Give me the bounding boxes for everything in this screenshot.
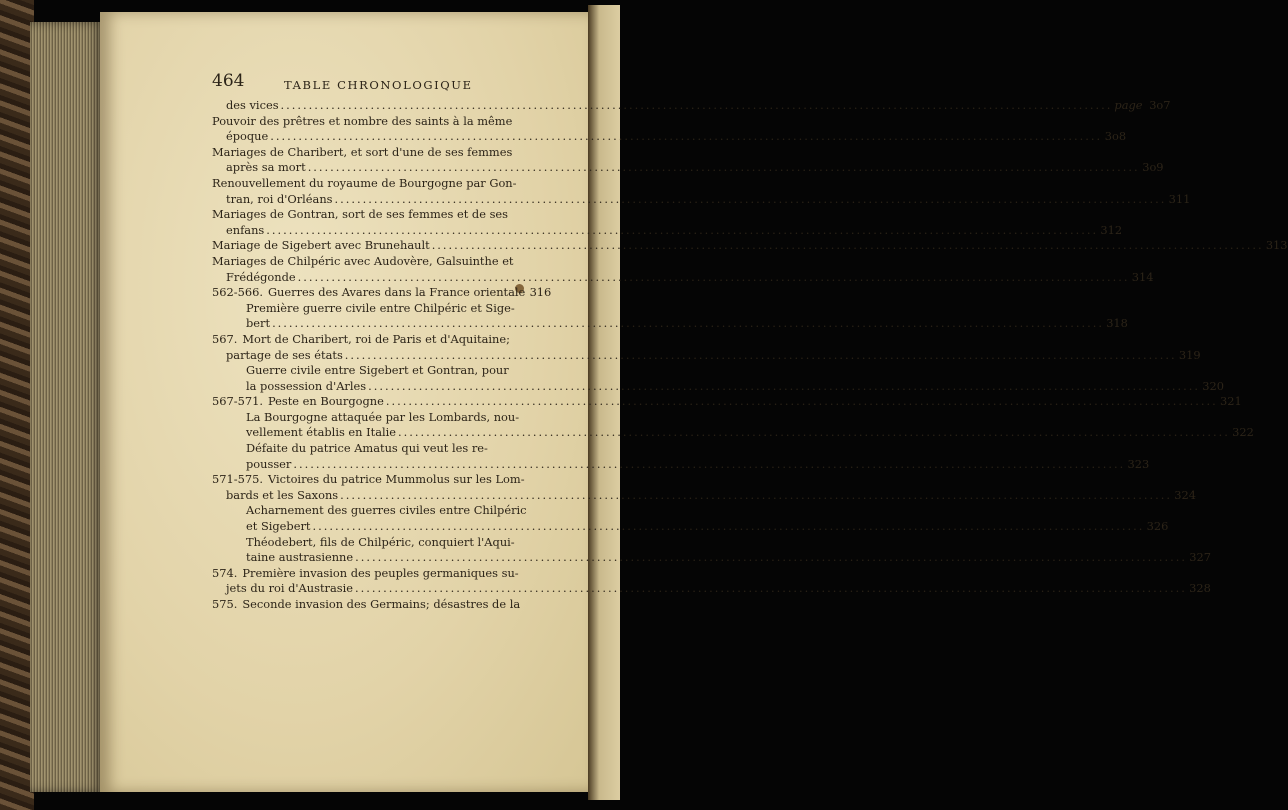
toc-entry-text: Peste en Bourgogne (267, 394, 384, 409)
toc-entry-line (212, 441, 537, 457)
toc-entry-line (212, 114, 537, 130)
toc-page-ref: 3o8 (1104, 129, 1127, 144)
leader-dots (281, 98, 1113, 114)
toc-entry-text: Frédégonde (226, 269, 296, 284)
toc-page-ref: 324 (1174, 487, 1197, 502)
toc-entry-text: jets du roi d'Austrasie (226, 581, 354, 596)
toc-entry-line (212, 145, 537, 161)
toc-entry-line (212, 269, 1154, 286)
toc-entry (212, 253, 1154, 285)
leader-dots (312, 519, 1144, 535)
toc-page-ref: 312 (1100, 222, 1123, 237)
toc-page-ref: 311 (1168, 191, 1191, 206)
toc-page-ref: 321 (1219, 394, 1242, 409)
leader-dots (266, 223, 1098, 239)
toc-entry-text: Victoires du patrice Mummolus sur les Lom- (267, 472, 525, 487)
toc-entry-text: partage de ses états (226, 347, 343, 362)
toc-entry (212, 331, 1201, 363)
toc-entry-text: Défaite du patrice Amatus qui veut les re- (246, 441, 488, 456)
page-label: page (1114, 98, 1143, 112)
toc-entry-text: Mariages de Charibert, et sort d'une de ses femmes (212, 144, 513, 159)
toc-entry (212, 98, 1171, 114)
toc-entry (212, 207, 1123, 238)
book-spine-left (0, 0, 34, 810)
toc-entry-line (212, 410, 537, 426)
toc-entry-line (212, 285, 552, 301)
toc-page-ref: 316 (529, 285, 552, 300)
toc-entry-text: Première invasion des peuples germaniques su- (242, 565, 519, 580)
leader-dots (272, 316, 1104, 332)
toc-entry-line (212, 316, 1128, 332)
toc-page-ref: 3o7 (1149, 98, 1171, 112)
toc-entry-line (212, 581, 1211, 597)
table-of-contents (212, 98, 1288, 613)
toc-entry-text: Renouvellement du royaume de Bourgogne par Gon- (212, 175, 517, 190)
toc-page-ref: 328 (1189, 581, 1211, 596)
toc-entry-line (212, 98, 1171, 114)
toc-entry-line (212, 550, 1212, 566)
toc-entry-text: Pouvoir des prêtres et nombre des saints à la même (212, 113, 513, 128)
leader-dots (355, 550, 1187, 566)
toc-entry (212, 472, 1197, 503)
toc-entry (212, 565, 1211, 597)
toc-entry (212, 534, 1212, 566)
toc-entry-text: pousser (246, 456, 292, 471)
running-title: TABLE CHRONOLOGIQUE (284, 78, 473, 92)
toc-entry (212, 300, 1128, 332)
toc-entry-text: Acharnement des guerres civiles entre Chilpéric (246, 503, 527, 518)
toc-entry-line (212, 472, 537, 488)
toc-year: 571-575. (212, 472, 263, 487)
toc-entry-text: Mariages de Chilpéric avec Audovère, Galsuinthe et (212, 253, 514, 268)
leader-dots (293, 457, 1125, 473)
toc-entry-text: enfans (226, 222, 265, 237)
page-number: 464 (212, 71, 245, 91)
toc-entry-line (212, 519, 1169, 535)
toc-entry (212, 597, 537, 613)
toc-entry-line (212, 487, 1197, 504)
toc-year: 562-566. (212, 285, 263, 300)
toc-entry-line (212, 425, 1254, 441)
toc-entry-text: après sa mort (226, 160, 306, 175)
toc-entry (212, 175, 1191, 207)
toc-entry-text: Mariage de Sigebert avec Brunehault (212, 238, 430, 253)
page-header (212, 71, 537, 96)
toc-year: 574. (212, 565, 238, 580)
leader-dots (340, 488, 1172, 504)
toc-page-ref: 314 (1131, 269, 1154, 284)
toc-entry-line (212, 456, 1150, 473)
toc-entry-line (212, 301, 537, 317)
toc-entry-text: Guerre civile entre Sigebert et Gontran, pour (246, 363, 509, 378)
toc-entry (212, 144, 1164, 176)
toc-entry-text: Théodebert, fils de Chilpéric, conquiert l'Aqui- (246, 534, 515, 549)
toc-entry-line (212, 332, 537, 348)
toc-entry-text: bards et les Saxons (226, 487, 339, 502)
toc-page-ref: 327 (1189, 550, 1212, 565)
leader-dots (298, 270, 1130, 286)
toc-entry-line (212, 535, 537, 551)
toc-entry (212, 394, 1242, 410)
toc-entry-text: la possession d'Arles (246, 378, 367, 393)
toc-entry (212, 363, 1224, 394)
toc-entry (212, 238, 1288, 254)
toc-entry-line (212, 207, 537, 223)
toc-page-ref: 322 (1232, 425, 1254, 440)
toc-entry-text: Première guerre civile entre Chilpéric et Sige- (246, 300, 515, 315)
toc-entry-text: des vices (226, 98, 279, 112)
toc-year: 567. (212, 331, 238, 346)
toc-entry-line (212, 503, 537, 519)
leader-dots (355, 581, 1187, 597)
toc-entry-text: Mort de Charibert, roi de Paris et d'Aquitaine; (242, 331, 510, 346)
toc-entry-text: époque (226, 129, 269, 144)
toc-entry-text: Mariages de Gontran, sort de ses femmes et de ses (212, 207, 509, 222)
toc-entry-line (212, 347, 1201, 364)
leader-dots (398, 425, 1230, 441)
toc-entry-line (212, 129, 1127, 145)
toc-entry-line (212, 160, 1164, 176)
toc-entry (212, 503, 1169, 534)
leader-dots (386, 394, 1218, 410)
toc-entry-line (212, 191, 1191, 208)
toc-page-ref: 318 (1106, 316, 1128, 331)
toc-entry-text: La Bourgogne attaquée par les Lombards, nou- (246, 409, 520, 424)
leader-dots (335, 192, 1167, 208)
leader-dots (368, 379, 1200, 395)
toc-year: 567-571. (212, 394, 263, 409)
toc-entry-line (212, 254, 537, 270)
leader-dots (432, 238, 1264, 254)
toc-page-ref: 319 (1178, 347, 1201, 362)
toc-entry-text: Guerres des Avares dans la France orientale (267, 285, 526, 300)
toc-entry-text: bert (246, 316, 271, 331)
toc-entry-line (212, 597, 537, 613)
toc-page-ref: 326 (1146, 519, 1169, 534)
leader-dots (345, 348, 1177, 364)
toc-entry-line (212, 394, 1242, 410)
page-stack-edge (30, 22, 105, 792)
toc-page-ref: 313 (1265, 238, 1288, 253)
toc-entry-line (212, 176, 537, 192)
toc-page-ref: 3o9 (1142, 160, 1164, 175)
toc-year: 575. (212, 597, 238, 611)
toc-entry-line (212, 222, 1123, 239)
leader-dots (308, 160, 1140, 176)
toc-entry-text: Seconde invasion des Germains; désastres de la (242, 597, 521, 611)
page-content (212, 71, 1288, 613)
toc-entry-text: tran, roi d'Orléans (226, 191, 333, 206)
toc-page-ref: 320 (1202, 378, 1224, 393)
toc-entry-line (212, 566, 537, 582)
toc-entry (212, 113, 1127, 145)
toc-entry (212, 441, 1150, 472)
toc-entry-line (212, 378, 1224, 395)
toc-entry-line (212, 238, 1288, 254)
toc-entry-text: taine austrasienne (246, 550, 354, 565)
toc-entry-text: et Sigebert (246, 519, 311, 534)
toc-entry-text: vellement établis en Italie (246, 425, 397, 440)
toc-entry (212, 285, 552, 301)
toc-entry-line (212, 363, 537, 379)
leader-dots (270, 129, 1102, 145)
toc-page-ref: 323 (1127, 456, 1150, 471)
toc-entry (212, 409, 1254, 441)
